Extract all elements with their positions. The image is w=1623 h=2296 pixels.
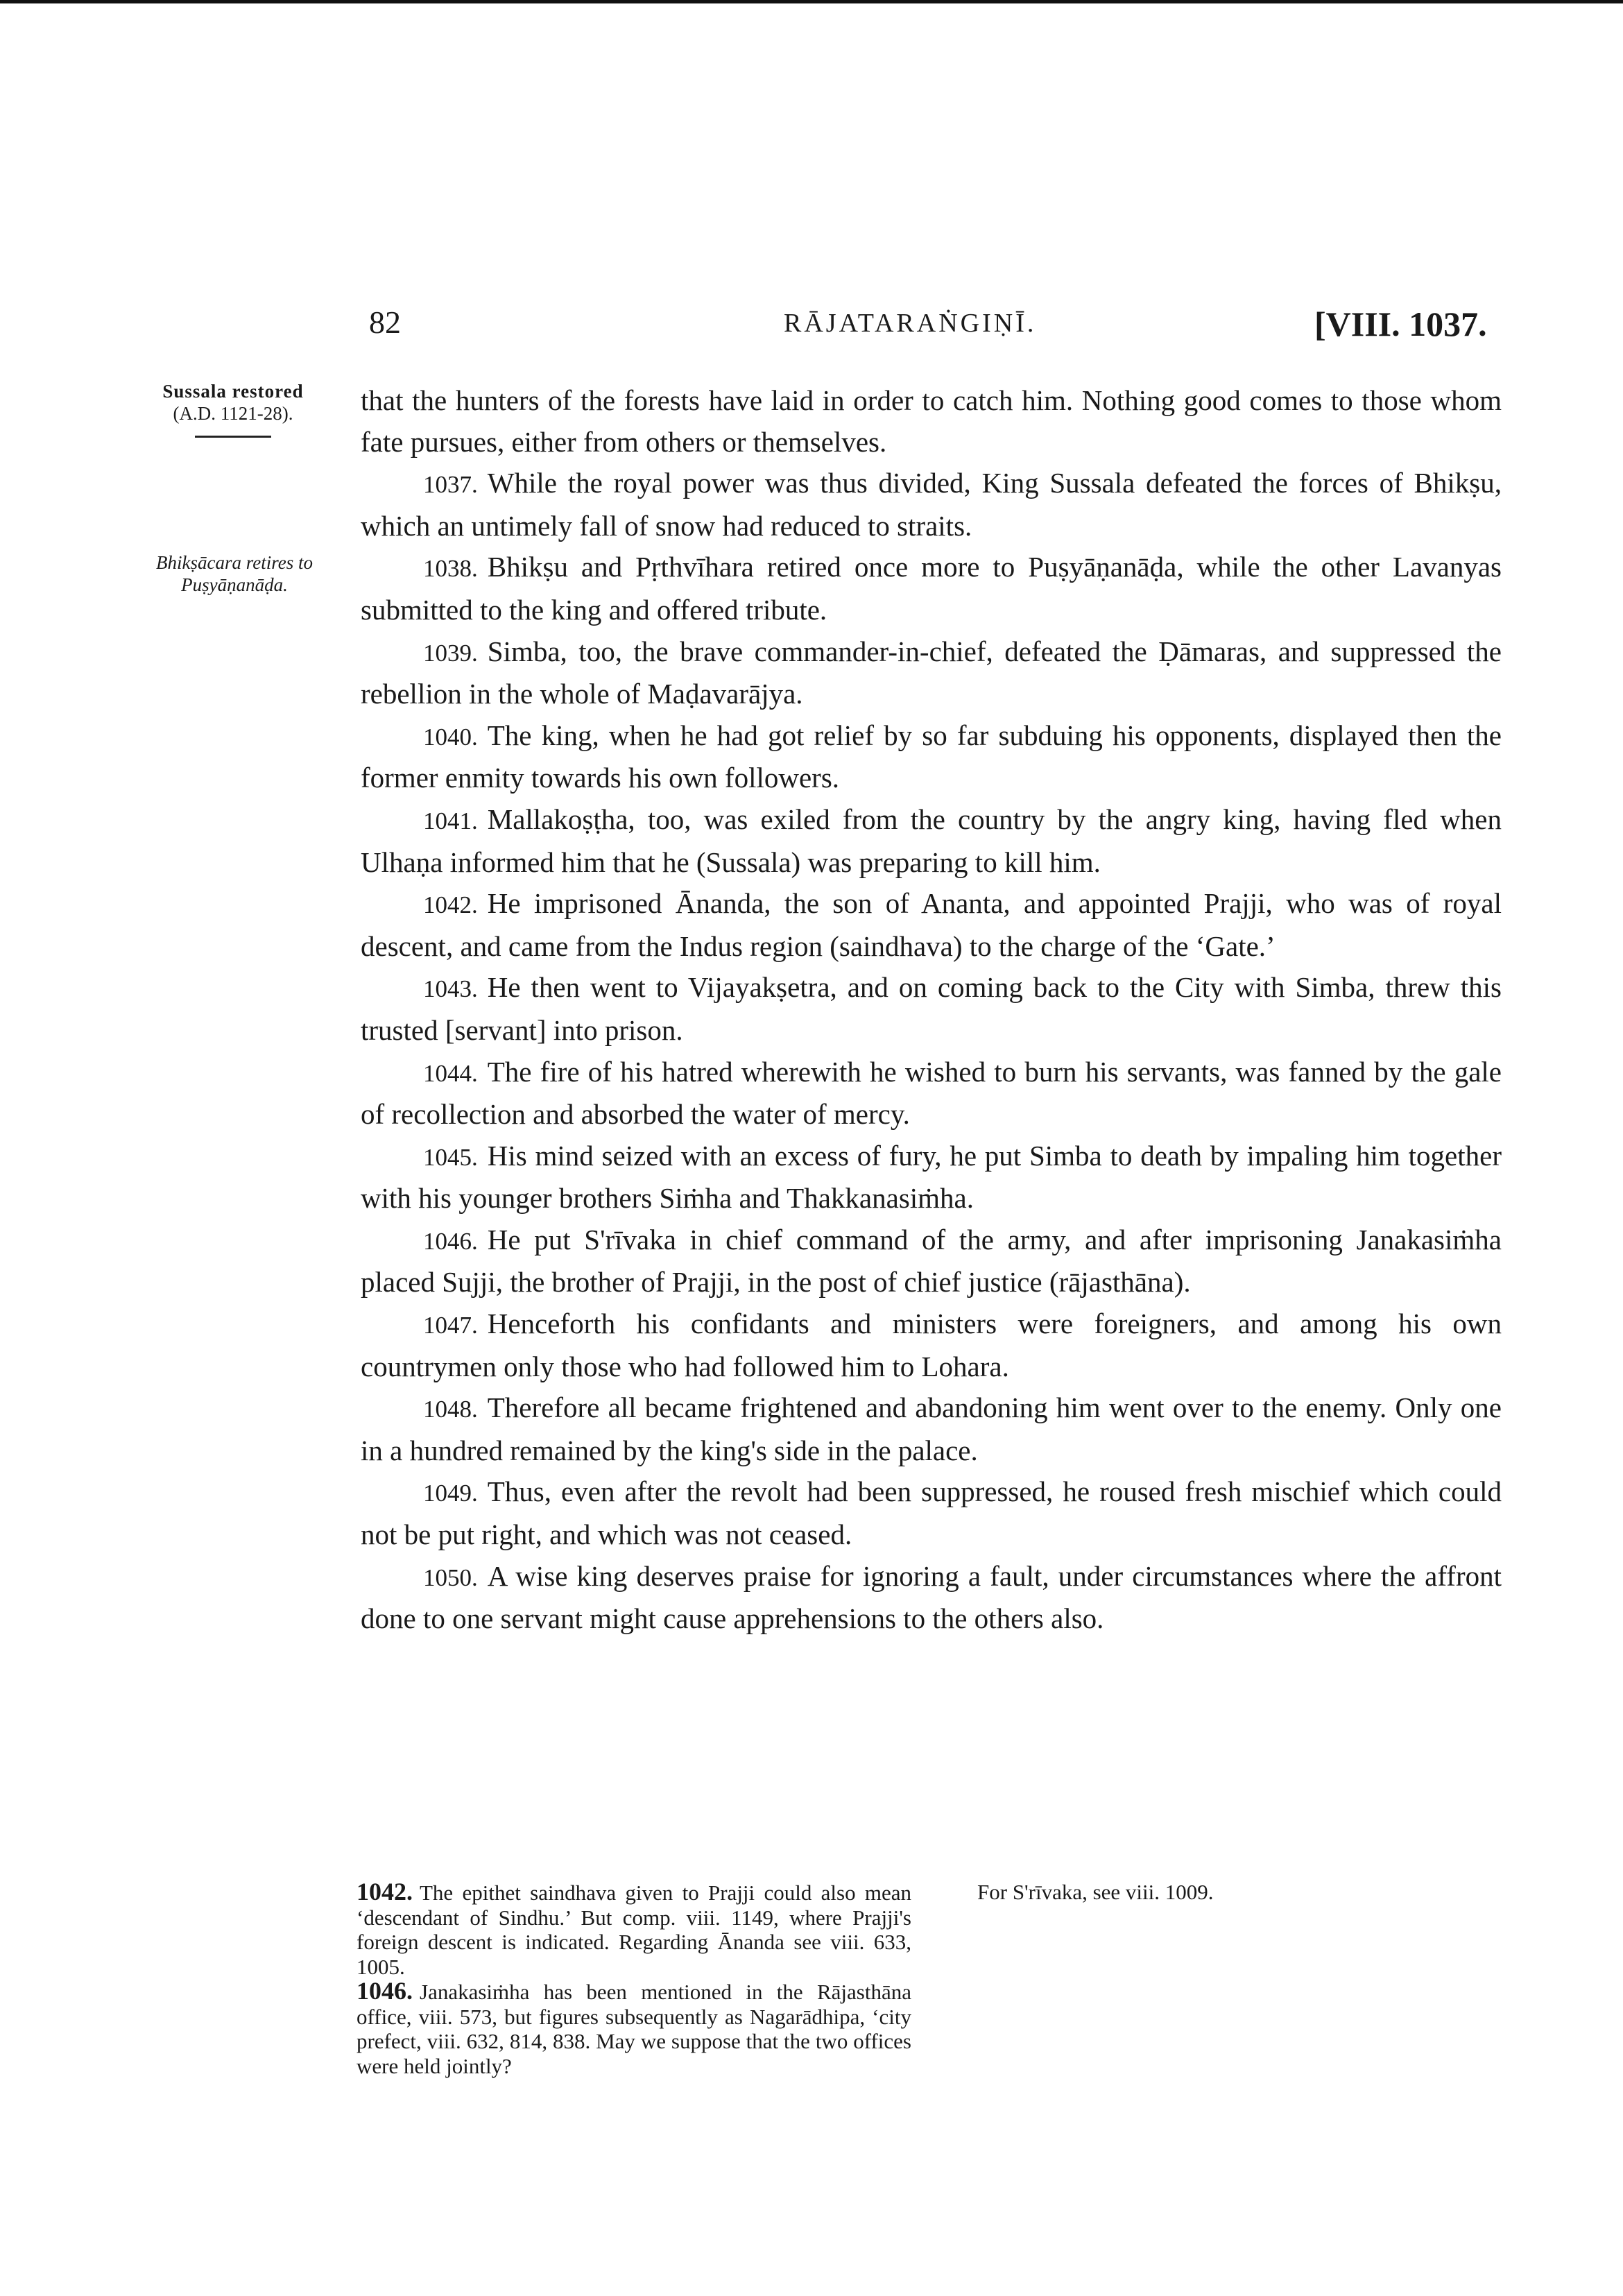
verse-number: 1039.: [423, 639, 478, 667]
verse-number: 1049.: [423, 1480, 478, 1507]
running-title: RĀJATARAṄGIṆĪ.: [784, 309, 1037, 338]
verse-text: Thus, even after the revolt had been suppressed, he roused fresh mischief which could not be put right, and which was not ceased.: [361, 1475, 1502, 1551]
verse-text: His mind seized with an excess of fury, he put Simba to death by impaling him together with his younger brothers Siṁha and Thakkanasiṁha.: [361, 1139, 1502, 1215]
verse-paragraph: [361, 967, 1502, 1051]
margin-note-line: Puṣyāṇanāḍa.: [181, 574, 288, 595]
verse-paragraph: [361, 380, 1502, 463]
footnote-column-left: [357, 1880, 911, 2078]
page-header: [0, 304, 1623, 352]
verse-paragraph: [361, 799, 1502, 883]
verse-text: that the hunters of the forests have laid in order to catch him. Nothing good comes to those whom fate pursues, either from others or themselves.: [361, 384, 1502, 458]
footnote-text: Janakasiṁha has been mentioned in the Rājasthāna office, viii. 573, but figures subsequently as Nagarādhipa, ‘city prefect, viii. 632, 814, 838. May we suppose that the two offices were held jointly?: [357, 1980, 911, 2078]
verse-text: Henceforth his confidants and ministers were foreigners, and among his own countrymen only those who had followed him to Lohara.: [361, 1308, 1502, 1382]
section-reference: [VIII. 1037.: [1314, 305, 1487, 343]
verse-number: 1042.: [423, 891, 478, 919]
footnote: [950, 1880, 1504, 1905]
verse-number: 1045.: [423, 1143, 478, 1171]
margin-note-sussala: [129, 380, 337, 438]
verse-text: The fire of his hatred wherewith he wished to burn his servants, was fanned by the gale of recollection and absorbed the water of mercy.: [361, 1055, 1502, 1131]
verse-text: Bhikṣu and Pṛthvīhara retired once more to Puṣyāṇanāḍa, while the other Lavanyas submitted to the king and offered tribute.: [361, 551, 1502, 626]
verse-number: 1037.: [423, 471, 478, 499]
margin-note-title: Sussala restored: [162, 381, 304, 402]
verse-paragraph: [361, 883, 1502, 967]
page-number: 82: [369, 305, 401, 340]
footnotes: [357, 1880, 1504, 2078]
verse-paragraph: [361, 463, 1502, 547]
margin-note-bhiksacara: [125, 551, 344, 596]
verse-paragraph: [361, 1303, 1502, 1387]
footnote-text: For S'rīvaka, see viii. 1009.: [977, 1880, 1214, 1904]
verse-number: 1040.: [423, 723, 478, 751]
verse-number: 1050.: [423, 1563, 478, 1591]
verse-text: A wise king deserves praise for ignoring a fault, under circumstances where the affront done to one servant might cause apprehensions to the others also.: [361, 1559, 1502, 1635]
verse-text: Mallakoṣṭha, too, was exiled from the country by the angry king, having fled when Ulhaṇa informed him that he (Sussala) was preparing to kill him.: [361, 803, 1502, 878]
footnote-number: 1042.: [357, 1878, 413, 1905]
verse-text: While the royal power was thus divided, King Sussala defeated the forces of Bhikṣu, which an untimely fall of snow had reduced to straits.: [361, 467, 1502, 542]
verse-number: 1046.: [423, 1227, 478, 1255]
verse-number: 1048.: [423, 1396, 478, 1423]
top-border: [0, 0, 1623, 3]
verse-number: 1041.: [423, 807, 478, 834]
verse-paragraph: [361, 547, 1502, 631]
footnote: [357, 1979, 911, 2078]
verse-paragraph: [361, 1219, 1502, 1303]
verse-paragraph: [361, 1052, 1502, 1136]
verse-text: Simba, too, the brave commander-in-chief, defeated the Ḍāmaras, and suppressed the rebellion in the whole of Maḍavarājya.: [361, 635, 1502, 710]
verse-text: He then went to Vijayakṣetra, and on coming back to the City with Simba, threw this trusted [servant] into prison.: [361, 971, 1502, 1046]
footnote-text: The epithet saindhava given to Prajji could also mean ‘descendant of Sindhu.’ But comp. viii. 1149, where Prajji's foreign descent is indicated. Regarding Ānanda see viii. 633, 1005.: [357, 1881, 911, 1979]
verse-text: Therefore all became frightened and abandoning him went over to the enemy. Only one in a hundred remained by the king's side in the palace.: [361, 1391, 1502, 1466]
verse-number: 1038.: [423, 555, 478, 583]
main-text: [361, 380, 1502, 1640]
verse-text: The king, when he had got relief by so far subduing his opponents, displayed then the former enmity towards his own followers.: [361, 719, 1502, 794]
verse-paragraph: [361, 631, 1502, 715]
verse-paragraph: [361, 1387, 1502, 1471]
verse-text: He imprisoned Ānanda, the son of Ananta, and appointed Prajji, who was of royal descent, and came from the Indus region (saindhava) to the charge of the ‘Gate.’: [361, 887, 1502, 962]
verse-text: He put S'rīvaka in chief command of the army, and after imprisoning Janakasiṁha placed Sujji, the brother of Prajji, in the post of chief justice (rājasthāna).: [361, 1223, 1502, 1299]
margin-note-line: Bhikṣācara retires to: [156, 552, 313, 573]
margin-note-date: (A.D. 1121-28).: [173, 403, 293, 424]
verse-number: 1043.: [423, 975, 478, 1003]
verse-paragraph: [361, 715, 1502, 799]
footnote-number: 1046.: [357, 1977, 413, 2005]
verse-paragraph: [361, 1471, 1502, 1555]
verse-paragraph: [361, 1136, 1502, 1219]
verse-number: 1044.: [423, 1059, 478, 1087]
footnote: [357, 1880, 911, 1979]
margin-note-rule: [195, 436, 271, 438]
verse-paragraph: [361, 1556, 1502, 1640]
verse-number: 1047.: [423, 1312, 478, 1339]
footnote-column-right: [950, 1880, 1504, 2078]
